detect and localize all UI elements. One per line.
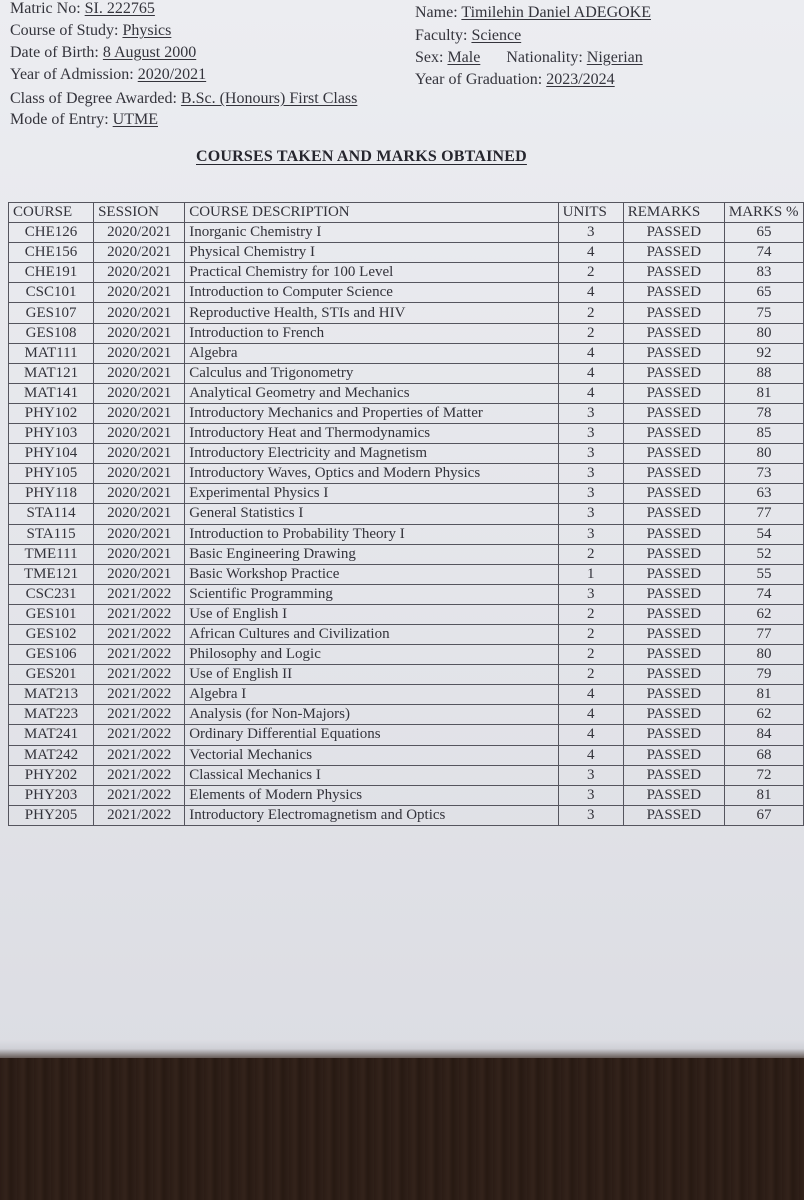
units-cell: 3 xyxy=(558,504,623,524)
marks-cell: 77 xyxy=(724,504,803,524)
table-row xyxy=(9,343,804,363)
marks-cell: 80 xyxy=(724,323,803,343)
column-header-remarks: REMARKS xyxy=(623,203,724,223)
remarks-cell: PASSED xyxy=(623,343,724,363)
table-row xyxy=(9,645,804,665)
course-code-cell: TME111 xyxy=(9,544,94,564)
course-description-cell: Analytical Geometry and Mechanics xyxy=(185,383,558,403)
column-header-session: SESSION xyxy=(94,203,185,223)
course-code-cell: CSC231 xyxy=(9,584,94,604)
session-cell: 2021/2022 xyxy=(94,665,185,685)
marks-cell: 88 xyxy=(724,363,803,383)
remarks-cell: PASSED xyxy=(623,745,724,765)
course-code-cell: MAT111 xyxy=(9,343,94,363)
wooden-surface xyxy=(0,1058,804,1200)
course-rows xyxy=(9,223,804,826)
units-cell: 2 xyxy=(558,624,623,644)
course-description-cell: Physical Chemistry I xyxy=(185,243,558,263)
course-description-cell: Introductory Electricity and Magnetism xyxy=(185,444,558,464)
class-of-degree-value: B.Sc. (Honours) First Class xyxy=(180,90,358,107)
remarks-cell: PASSED xyxy=(623,504,724,524)
marks-cell: 52 xyxy=(724,544,803,564)
session-cell: 2020/2021 xyxy=(94,323,185,343)
name-label: Name: xyxy=(415,4,458,21)
units-cell: 2 xyxy=(558,645,623,665)
marks-cell: 79 xyxy=(724,665,803,685)
table-row xyxy=(9,504,804,524)
course-description-cell: Philosophy and Logic xyxy=(185,645,558,665)
course-code-cell: PHY203 xyxy=(9,785,94,805)
units-cell: 3 xyxy=(558,484,623,504)
table-row xyxy=(9,243,804,263)
session-cell: 2021/2022 xyxy=(94,624,185,644)
table-row xyxy=(9,604,804,624)
marks-cell: 75 xyxy=(724,303,803,323)
course-code-cell: GES106 xyxy=(9,645,94,665)
column-header-description: COURSE DESCRIPTION xyxy=(185,203,558,223)
remarks-cell: PASSED xyxy=(623,604,724,624)
units-cell: 4 xyxy=(558,283,623,303)
remarks-cell: PASSED xyxy=(623,584,724,604)
course-code-cell: CHE156 xyxy=(9,243,94,263)
session-cell: 2021/2022 xyxy=(94,725,185,745)
units-cell: 2 xyxy=(558,544,623,564)
session-cell: 2020/2021 xyxy=(94,564,185,584)
marks-cell: 78 xyxy=(724,403,803,423)
course-description-cell: Classical Mechanics I xyxy=(185,765,558,785)
course-description-cell: African Cultures and Civilization xyxy=(185,624,558,644)
session-cell: 2020/2021 xyxy=(94,524,185,544)
units-cell: 3 xyxy=(558,444,623,464)
remarks-cell: PASSED xyxy=(623,283,724,303)
matric-no-field xyxy=(10,0,155,18)
date-of-birth-label: Date of Birth: xyxy=(10,44,99,61)
remarks-cell: PASSED xyxy=(623,645,724,665)
mode-of-entry-value: UTME xyxy=(112,111,158,128)
sex-nationality-field xyxy=(415,49,643,67)
table-row xyxy=(9,424,804,444)
units-cell: 4 xyxy=(558,705,623,725)
marks-cell: 74 xyxy=(724,584,803,604)
session-cell: 2020/2021 xyxy=(94,263,185,283)
units-cell: 3 xyxy=(558,785,623,805)
marks-cell: 80 xyxy=(724,645,803,665)
course-description-cell: Experimental Physics I xyxy=(185,484,558,504)
year-of-admission-value: 2020/2021 xyxy=(137,66,207,83)
column-header-marks: MARKS % xyxy=(724,203,803,223)
class-of-degree-label: Class of Degree Awarded: xyxy=(10,90,177,107)
table-row xyxy=(9,263,804,283)
remarks-cell: PASSED xyxy=(623,705,724,725)
table-row xyxy=(9,745,804,765)
units-cell: 4 xyxy=(558,363,623,383)
year-of-graduation-field xyxy=(415,71,615,89)
session-cell: 2021/2022 xyxy=(94,805,185,825)
session-cell: 2021/2022 xyxy=(94,604,185,624)
course-description-cell: Introduction to Probability Theory I xyxy=(185,524,558,544)
marks-cell: 54 xyxy=(724,524,803,544)
remarks-cell: PASSED xyxy=(623,323,724,343)
units-cell: 3 xyxy=(558,765,623,785)
table-row xyxy=(9,765,804,785)
faculty-field xyxy=(415,27,521,45)
course-code-cell: GES201 xyxy=(9,665,94,685)
marks-cell: 85 xyxy=(724,424,803,444)
session-cell: 2020/2021 xyxy=(94,444,185,464)
course-code-cell: GES102 xyxy=(9,624,94,644)
course-description-cell: Introductory Electromagnetism and Optics xyxy=(185,805,558,825)
paper-bottom-edge xyxy=(0,1040,804,1058)
marks-cell: 67 xyxy=(724,805,803,825)
mode-of-entry-label: Mode of Entry: xyxy=(10,111,109,128)
remarks-cell: PASSED xyxy=(623,665,724,685)
faculty-label: Faculty: xyxy=(415,27,468,44)
course-description-cell: Elements of Modern Physics xyxy=(185,785,558,805)
course-description-cell: Introduction to French xyxy=(185,323,558,343)
course-code-cell: PHY104 xyxy=(9,444,94,464)
session-cell: 2021/2022 xyxy=(94,745,185,765)
course-description-cell: Introduction to Computer Science xyxy=(185,283,558,303)
sex-value: Male xyxy=(447,49,481,66)
remarks-cell: PASSED xyxy=(623,785,724,805)
course-code-cell: PHY118 xyxy=(9,484,94,504)
table-row xyxy=(9,323,804,343)
mode-of-entry-field xyxy=(10,111,158,129)
course-code-cell: PHY202 xyxy=(9,765,94,785)
marks-cell: 68 xyxy=(724,745,803,765)
table-row xyxy=(9,624,804,644)
course-description-cell: Introductory Heat and Thermodynamics xyxy=(185,424,558,444)
remarks-cell: PASSED xyxy=(623,403,724,423)
course-description-cell: Calculus and Trigonometry xyxy=(185,363,558,383)
name-value: Timilehin Daniel ADEGOKE xyxy=(461,4,651,21)
marks-cell: 62 xyxy=(724,705,803,725)
marks-cell: 77 xyxy=(724,624,803,644)
session-cell: 2021/2022 xyxy=(94,785,185,805)
session-cell: 2020/2021 xyxy=(94,343,185,363)
matric-no-label: Matric No: xyxy=(10,0,81,17)
course-of-study-value: Physics xyxy=(122,22,172,39)
table-row xyxy=(9,524,804,544)
remarks-cell: PASSED xyxy=(623,805,724,825)
course-code-cell: PHY205 xyxy=(9,805,94,825)
units-cell: 4 xyxy=(558,383,623,403)
course-code-cell: STA115 xyxy=(9,524,94,544)
remarks-cell: PASSED xyxy=(623,424,724,444)
units-cell: 2 xyxy=(558,323,623,343)
marks-cell: 83 xyxy=(724,263,803,283)
date-of-birth-value: 8 August 2000 xyxy=(102,44,197,61)
units-cell: 1 xyxy=(558,564,623,584)
course-code-cell: GES101 xyxy=(9,604,94,624)
remarks-cell: PASSED xyxy=(623,484,724,504)
table-row xyxy=(9,303,804,323)
table-row xyxy=(9,584,804,604)
name-field xyxy=(415,4,651,22)
session-cell: 2021/2022 xyxy=(94,685,185,705)
remarks-cell: PASSED xyxy=(623,243,724,263)
course-description-cell: Vectorial Mechanics xyxy=(185,745,558,765)
units-cell: 2 xyxy=(558,604,623,624)
marks-cell: 81 xyxy=(724,785,803,805)
table-row xyxy=(9,484,804,504)
marks-cell: 80 xyxy=(724,444,803,464)
remarks-cell: PASSED xyxy=(623,564,724,584)
matric-no-value: SI. 222765 xyxy=(84,0,155,17)
course-code-cell: GES108 xyxy=(9,323,94,343)
nationality-label: Nationality: xyxy=(506,49,583,66)
marks-cell: 74 xyxy=(724,243,803,263)
session-cell: 2020/2021 xyxy=(94,403,185,423)
units-cell: 2 xyxy=(558,263,623,283)
course-description-cell: Basic Engineering Drawing xyxy=(185,544,558,564)
faculty-value: Science xyxy=(471,27,522,44)
marks-cell: 55 xyxy=(724,564,803,584)
table-row xyxy=(9,785,804,805)
table-header-row xyxy=(9,203,804,223)
date-of-birth-field xyxy=(10,44,196,62)
remarks-cell: PASSED xyxy=(623,685,724,705)
page-title: COURSES TAKEN AND MARKS OBTAINED xyxy=(196,148,527,165)
remarks-cell: PASSED xyxy=(623,624,724,644)
column-header-units: UNITS xyxy=(558,203,623,223)
course-code-cell: MAT223 xyxy=(9,705,94,725)
course-description-cell: Ordinary Differential Equations xyxy=(185,725,558,745)
table-row xyxy=(9,283,804,303)
course-code-cell: PHY105 xyxy=(9,464,94,484)
marks-cell: 73 xyxy=(724,464,803,484)
year-of-admission-label: Year of Admission: xyxy=(10,66,134,83)
course-code-cell: MAT141 xyxy=(9,383,94,403)
course-of-study-label: Course of Study: xyxy=(10,22,119,39)
remarks-cell: PASSED xyxy=(623,383,724,403)
course-description-cell: Practical Chemistry for 100 Level xyxy=(185,263,558,283)
course-description-cell: Algebra xyxy=(185,343,558,363)
table-row xyxy=(9,705,804,725)
marks-cell: 81 xyxy=(724,383,803,403)
table-row xyxy=(9,403,804,423)
table-row xyxy=(9,725,804,745)
units-cell: 2 xyxy=(558,303,623,323)
course-code-cell: STA114 xyxy=(9,504,94,524)
marks-cell: 63 xyxy=(724,484,803,504)
session-cell: 2020/2021 xyxy=(94,303,185,323)
remarks-cell: PASSED xyxy=(623,725,724,745)
course-code-cell: GES107 xyxy=(9,303,94,323)
units-cell: 3 xyxy=(558,424,623,444)
marks-cell: 62 xyxy=(724,604,803,624)
session-cell: 2021/2022 xyxy=(94,584,185,604)
units-cell: 3 xyxy=(558,524,623,544)
course-description-cell: Reproductive Health, STIs and HIV xyxy=(185,303,558,323)
session-cell: 2021/2022 xyxy=(94,765,185,785)
marks-cell: 72 xyxy=(724,765,803,785)
course-description-cell: Introductory Waves, Optics and Modern Physics xyxy=(185,464,558,484)
units-cell: 4 xyxy=(558,685,623,705)
units-cell: 4 xyxy=(558,343,623,363)
year-of-admission-field xyxy=(10,66,206,84)
course-code-cell: CHE126 xyxy=(9,223,94,243)
table-row xyxy=(9,685,804,705)
course-code-cell: PHY103 xyxy=(9,424,94,444)
session-cell: 2020/2021 xyxy=(94,544,185,564)
course-of-study-field xyxy=(10,22,171,40)
course-code-cell: MAT241 xyxy=(9,725,94,745)
remarks-cell: PASSED xyxy=(623,263,724,283)
table-row xyxy=(9,665,804,685)
course-code-cell: CSC101 xyxy=(9,283,94,303)
units-cell: 3 xyxy=(558,805,623,825)
course-code-cell: MAT121 xyxy=(9,363,94,383)
marks-cell: 65 xyxy=(724,223,803,243)
course-code-cell: MAT242 xyxy=(9,745,94,765)
session-cell: 2021/2022 xyxy=(94,705,185,725)
session-cell: 2020/2021 xyxy=(94,363,185,383)
course-description-cell: Inorganic Chemistry I xyxy=(185,223,558,243)
units-cell: 4 xyxy=(558,725,623,745)
course-description-cell: Algebra I xyxy=(185,685,558,705)
year-of-graduation-value: 2023/2024 xyxy=(546,71,615,88)
course-description-cell: Use of English I xyxy=(185,604,558,624)
courses-table xyxy=(8,202,804,826)
table-row xyxy=(9,464,804,484)
table-row xyxy=(9,383,804,403)
units-cell: 3 xyxy=(558,584,623,604)
session-cell: 2020/2021 xyxy=(94,424,185,444)
course-code-cell: PHY102 xyxy=(9,403,94,423)
sex-label: Sex: xyxy=(415,49,444,66)
course-description-cell: Basic Workshop Practice xyxy=(185,564,558,584)
session-cell: 2020/2021 xyxy=(94,464,185,484)
remarks-cell: PASSED xyxy=(623,303,724,323)
course-description-cell: Use of English II xyxy=(185,665,558,685)
column-header-course: COURSE xyxy=(9,203,94,223)
session-cell: 2021/2022 xyxy=(94,645,185,665)
units-cell: 2 xyxy=(558,665,623,685)
nationality-value: Nigerian xyxy=(586,49,643,66)
table-row xyxy=(9,444,804,464)
course-code-cell: CHE191 xyxy=(9,263,94,283)
units-cell: 4 xyxy=(558,745,623,765)
course-description-cell: Analysis (for Non-Majors) xyxy=(185,705,558,725)
course-code-cell: TME121 xyxy=(9,564,94,584)
remarks-cell: PASSED xyxy=(623,363,724,383)
units-cell: 3 xyxy=(558,464,623,484)
table-row xyxy=(9,805,804,825)
marks-cell: 65 xyxy=(724,283,803,303)
remarks-cell: PASSED xyxy=(623,223,724,243)
marks-cell: 84 xyxy=(724,725,803,745)
session-cell: 2020/2021 xyxy=(94,223,185,243)
marks-cell: 92 xyxy=(724,343,803,363)
year-of-graduation-label: Year of Graduation: xyxy=(415,71,543,88)
session-cell: 2020/2021 xyxy=(94,243,185,263)
course-description-cell: General Statistics I xyxy=(185,504,558,524)
remarks-cell: PASSED xyxy=(623,765,724,785)
units-cell: 3 xyxy=(558,403,623,423)
class-of-degree-field xyxy=(10,90,357,108)
remarks-cell: PASSED xyxy=(623,444,724,464)
course-description-cell: Introductory Mechanics and Properties of Matter xyxy=(185,403,558,423)
session-cell: 2020/2021 xyxy=(94,484,185,504)
table-row xyxy=(9,223,804,243)
session-cell: 2020/2021 xyxy=(94,504,185,524)
course-code-cell: MAT213 xyxy=(9,685,94,705)
marks-cell: 81 xyxy=(724,685,803,705)
table-row xyxy=(9,564,804,584)
course-description-cell: Scientific Programming xyxy=(185,584,558,604)
session-cell: 2020/2021 xyxy=(94,283,185,303)
units-cell: 3 xyxy=(558,223,623,243)
remarks-cell: PASSED xyxy=(623,464,724,484)
remarks-cell: PASSED xyxy=(623,524,724,544)
session-cell: 2020/2021 xyxy=(94,383,185,403)
table-row xyxy=(9,544,804,564)
remarks-cell: PASSED xyxy=(623,544,724,564)
units-cell: 4 xyxy=(558,243,623,263)
table-row xyxy=(9,363,804,383)
